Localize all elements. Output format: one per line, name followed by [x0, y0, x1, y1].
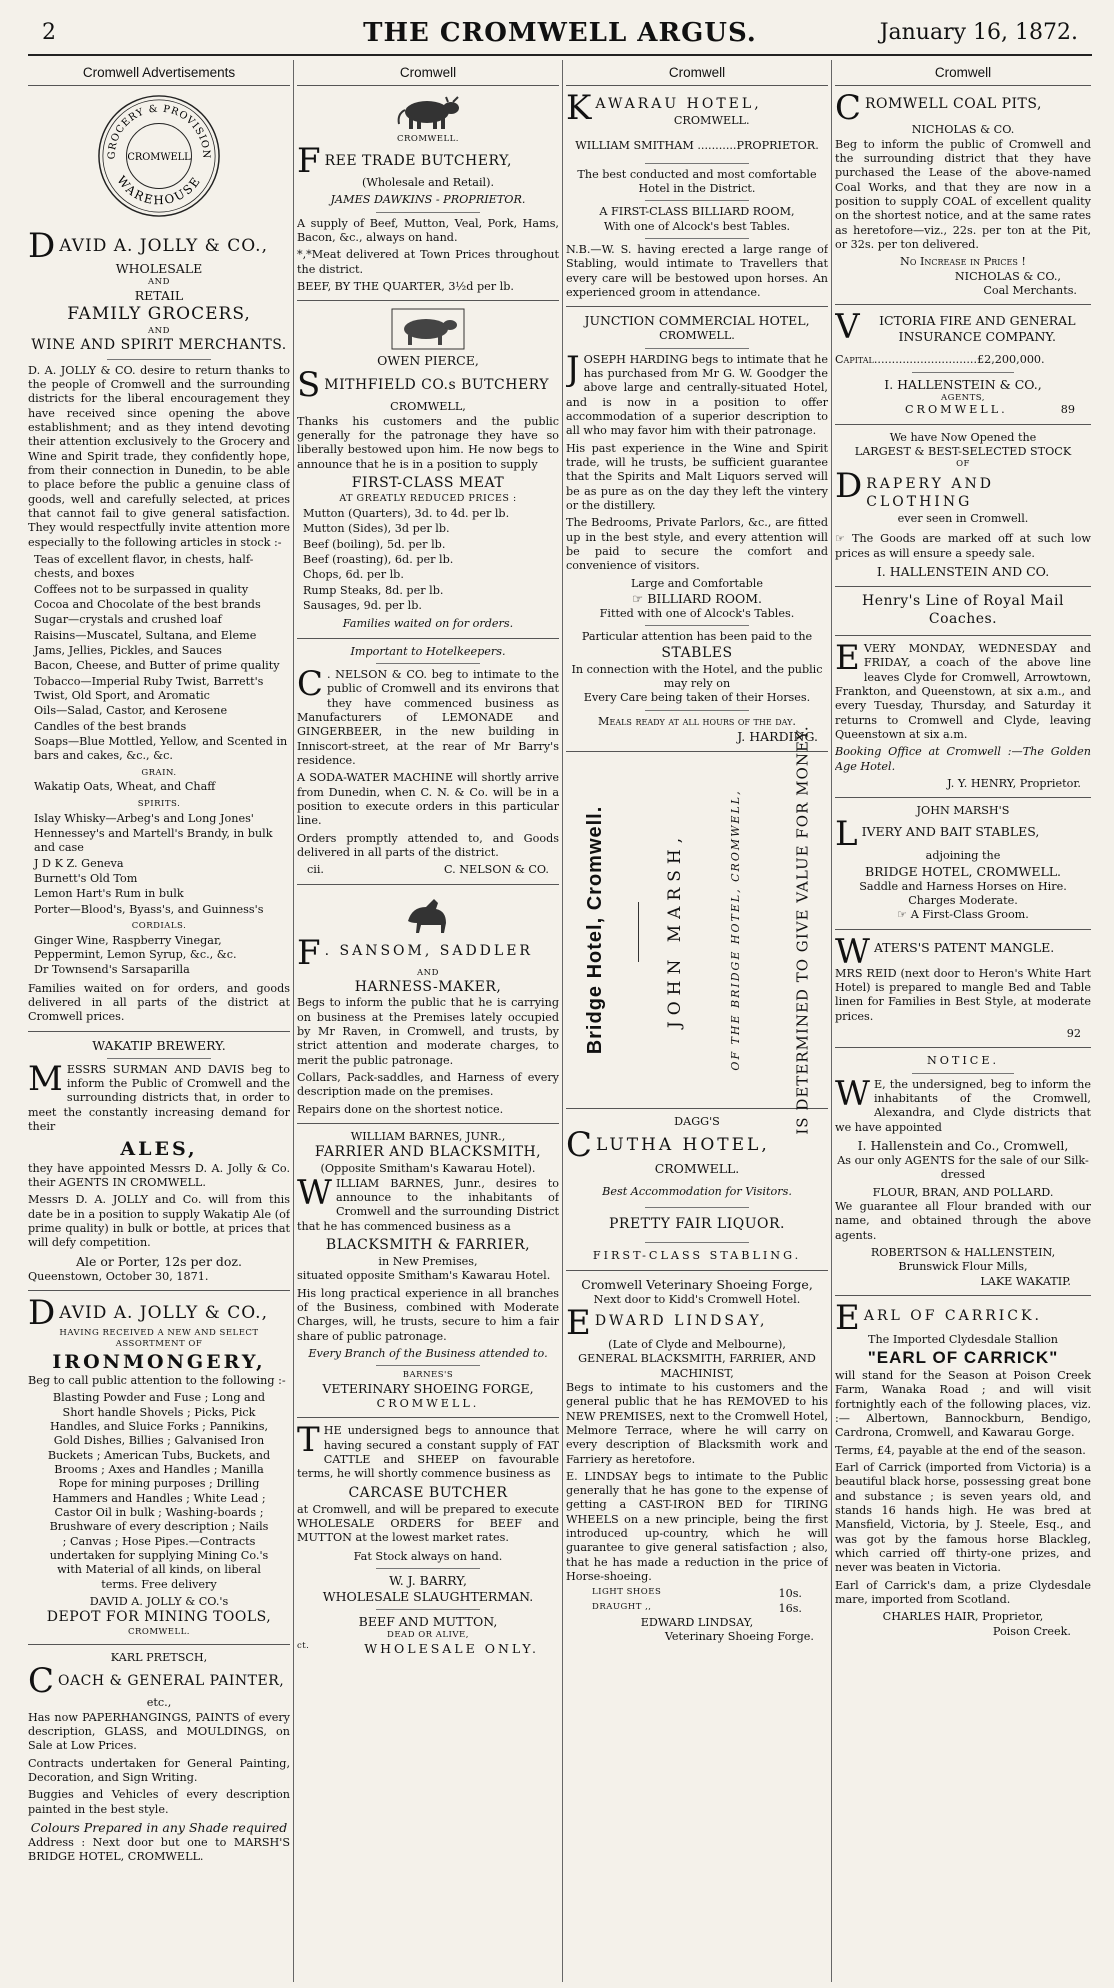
- grocery-warehouse-seal: [95, 92, 223, 220]
- ad-body: The Goods are marked off at such low prices as will ensure a speedy sale.: [835, 532, 1091, 560]
- signature: EDWARD LINDSAY,: [640, 1616, 754, 1630]
- ad-body: Beg to call public attention to the following :-: [28, 1374, 286, 1388]
- ad-title: AWARAU HOTEL,: [595, 96, 762, 113]
- list-item: Hennessey's and Martell's Brandy, in bulk and case: [34, 826, 273, 855]
- ad-body: Begs to inform the public that he is carrying on business at the Premises lately occupied by Mr Raven, in Cromwell, and trusts, by strict attention and moderate charges, to merit the public patronage.: [297, 996, 559, 1067]
- list-item: Porter—Blood's, Byass's, and Guinness's: [34, 902, 264, 916]
- ad-body: Messrs D. A. JOLLY and Co. will from this date be in a position to supply Wakatip Ale (of prime quality) in bulk or bottle, at prices that will defy competition.: [28, 1193, 290, 1250]
- ad-subtitle: BEEF AND MUTTON,: [358, 1613, 498, 1629]
- ad-subtitle: ever seen in Cromwell.: [897, 512, 1029, 526]
- ad-body: Address : Next door but one to MARSH'S BRIDGE HOTEL, CROMWELL.: [28, 1836, 290, 1864]
- masthead: [28, 14, 1092, 56]
- ad-subtitle: AGENTS,: [941, 392, 985, 403]
- drop-cap: C: [835, 88, 862, 129]
- column-heading: Cromwell Advertisements: [28, 60, 290, 86]
- ad-body: A SODA-WATER MACHINE will shortly arrive from Dunedin, when C. N. & Co. will be in a position to execute orders in this particular line.: [297, 771, 559, 828]
- ad-subtitle: Charges Moderate.: [908, 894, 1018, 908]
- ad-subtitle: Next door to Kidd's Cromwell Hotel.: [593, 1292, 801, 1306]
- ad-subtitle: LAKE WAKATIP.: [980, 1274, 1071, 1288]
- ad-subtitle: FIRST-CLASS STABLING.: [592, 1249, 802, 1263]
- list-item: J D K Z. Geneva: [34, 856, 124, 870]
- ad-subtitle: Best Accommodation for Visitors.: [602, 1184, 792, 1198]
- drop-cap: D: [28, 226, 56, 267]
- ad-body: they have appointed Messrs D. A. Jolly & Co. their AGENTS IN CROMWELL.: [28, 1161, 290, 1190]
- ad-subtitle: STABLES: [661, 644, 733, 661]
- ad-subtitle: DEAD OR ALIVE,: [387, 1629, 469, 1640]
- ad-subtitle: Poison Creek.: [992, 1624, 1071, 1638]
- ad-body: at Cromwell, and will be prepared to execute WHOLESALE ORDERS for BEEF and MUTTON at the lowest market rates.: [297, 1502, 559, 1545]
- list-item: Chops, 6d. per lb.: [303, 568, 404, 582]
- ad-subtitle: Families waited on for orders.: [342, 617, 514, 631]
- ad-body: will stand for the Season at Poison Creek Farm, Wanaka Road ; and will visit fortnightly each of the following places, viz. :— Albertown, Bannockburn, Bendigo, Cardrona, Cromwell, and Kawarau Gorge.: [835, 1369, 1091, 1440]
- ad-subtitle: CROMWELL.: [905, 403, 1008, 417]
- ad-body: VERY MONDAY, WEDNESDAY and FRIDAY, a coach of the above line leaves Clyde for Cromwell, Arrowtown, Frankton, and Queenstown, at six a.m., and every Tuesday, Thursday, and Saturday it returns to Cromwell and Clyde, leaving Queenstown at six a.m.: [835, 641, 1091, 741]
- spirits-list: [28, 812, 290, 917]
- ad-subtitle: Saddle and Harness Horses on Hire.: [859, 879, 1067, 893]
- drop-cap: F: [297, 932, 321, 973]
- ad-subtitle: PRETTY FAIR LIQUOR.: [608, 1216, 785, 1233]
- ad-body: Families waited on for orders, and goods delivered in all parts of the district at Cromwell prices.: [28, 981, 290, 1024]
- ad-title: AVID A. JOLLY & CO.,: [59, 236, 268, 257]
- wakatip-brewery-ad: [28, 1038, 290, 1284]
- groom-label: A First-Class Groom.: [910, 908, 1029, 922]
- ad-subtitle: [835, 908, 1091, 922]
- marsh-livery-ad: [835, 804, 1091, 923]
- ad-subtitle: (Late of Clyde and Melbourne),: [608, 1337, 786, 1351]
- ad-title: WAKATIP BREWERY.: [92, 1037, 226, 1053]
- ad-body: E. LINDSAY begs to intimate to the Public generally that he has gone to the expense of getting a CAST-IRON BED for TIRING WHEELS on a new principle, being the first introduced up-country, which he will guarantee to give general satisfaction ; also, that he has made a reduction in the price of Horse-shoeing.: [566, 1469, 828, 1584]
- smithfield-butchery-ad: [297, 307, 559, 631]
- ad-subtitle: WINE AND SPIRIT MERCHANTS.: [31, 336, 287, 353]
- ad-subtitle: Coal Merchants.: [983, 283, 1077, 297]
- ad-subtitle: AND: [148, 325, 170, 336]
- ad-subtitle: DAGG'S: [674, 1114, 720, 1128]
- reference-code: 89: [1060, 403, 1075, 417]
- ad-body: The Bedrooms, Private Parlors, &c., are fitted up in the best style, and every attention will be paid to secure the comfort and convenience of visitors.: [566, 516, 828, 573]
- ad-subtitle: [566, 591, 828, 607]
- lindsay-forge-ad: [566, 1277, 828, 1645]
- ad-subtitle: AND: [417, 967, 439, 978]
- ad-body: HE undersigned begs to announce that having secured a constant supply of FAT CATTLE and SHEEP on favourable terms, he will shortly commence business as: [297, 1424, 559, 1481]
- ad-body: Repairs done on the shortest notice.: [297, 1102, 504, 1116]
- list-item: Tobacco—Imperial Ruby Twist, Barrett's Twist, Old Sport, and Aromatic: [34, 674, 264, 702]
- drop-cap: M: [28, 1058, 63, 1099]
- ad-title: Cromwell Veterinary Shoeing Forge,: [581, 1276, 813, 1292]
- signature: C. NELSON & CO.: [444, 863, 549, 877]
- list-item: Soaps—Blue Mottled, Yellow, and Scented in bars and cakes, &c., &c.: [34, 734, 288, 763]
- drop-cap: W: [297, 1172, 332, 1213]
- drop-cap: V: [835, 307, 860, 348]
- proprietor-line: WILLIAM SMITHAM ...........PROPRIETOR.: [575, 138, 819, 152]
- ad-subtitle: Every Branch of the Business attended to.: [308, 1346, 548, 1360]
- list-item: Beef (roasting), 6d. per lb.: [303, 553, 454, 567]
- ad-subtitle: VETERINARY SHOEING FORGE,: [322, 1381, 534, 1397]
- drop-cap: E: [835, 637, 860, 678]
- signature: CHARLES HAIR, Proprietor,: [882, 1610, 1044, 1624]
- ad-body: ESSRS SURMAN AND DAVIS beg to inform the Public of Cromwell and the surrounding districts that, in order to meet the constantly increasing demand for their: [28, 1062, 290, 1134]
- list-item: Jams, Jellies, Pickles, and Sauces: [34, 643, 222, 657]
- column-rule: [293, 60, 294, 1982]
- ad-subtitle: FAMILY GROCERS,: [67, 304, 251, 325]
- capital-line: Capital.............................£2,200,000.: [835, 353, 1045, 367]
- column-1: [28, 60, 290, 1982]
- list-item: Candles of the best brands: [34, 719, 187, 733]
- page-number: 2: [42, 20, 56, 45]
- dateline: Queenstown, October 30, 1871.: [28, 1269, 209, 1283]
- ad-body: Has now PAPERHANGINGS, PAINTS of every description, GLASS, and MOULDINGS, on Sale at Low Prices.: [28, 1710, 290, 1753]
- ad-body: We guarantee all Flour branded with our name, and obtained through the above agents.: [835, 1200, 1091, 1242]
- list-item: Raisins—Muscatel, Sultana, and Eleme: [34, 628, 257, 642]
- ad-title: JUNCTION COMMERCIAL HOTEL,: [584, 313, 810, 329]
- ad-subtitle: NICHOLAS & CO.: [911, 123, 1015, 137]
- ad-subtitle: JOHN MARSH'S: [916, 804, 1010, 818]
- price-line: Ale or Porter, 12s per doz.: [76, 1253, 242, 1269]
- ad-subtitle: OWEN PIERCE,: [377, 353, 479, 369]
- hand-icon: ☞: [897, 908, 911, 922]
- price-label: LIGHT SHOES: [592, 1587, 662, 1598]
- stallion-name: "EARL OF CARRICK": [867, 1348, 1059, 1368]
- pretsch-painter-ad: [28, 1651, 290, 1865]
- ad-title: AVID A. JOLLY & CO.,: [59, 1303, 268, 1323]
- ad-subtitle: Fat Stock always on hand.: [353, 1549, 503, 1563]
- newspaper-title: THE CROMWELL ARGUS.: [363, 18, 757, 48]
- ad-subtitle: CROMWELL.: [654, 1160, 740, 1176]
- kawarau-hotel-ad: [566, 88, 828, 300]
- list-item: Rump Steaks, 8d. per lb.: [303, 583, 444, 597]
- ad-body: *,*Meat delivered at Town Prices throughout the district.: [297, 248, 559, 276]
- ad-title: ATERS'S PATENT MANGLE.: [873, 939, 1055, 955]
- list-item: Dr Townsend's Sarsaparilla: [34, 963, 190, 977]
- ad-subtitle: RETAIL: [134, 288, 184, 304]
- ad-body: His past experience in the Wine and Spirit trade, will he trusts, be sufficient guarantee that the Spirits and Malt Liquors served will be as pure as on the day they left the vintery or the distillery.: [566, 441, 828, 513]
- ad-subtitle: GENERAL BLACKSMITH, FARRIER, AND MACHINIST,: [578, 1352, 816, 1380]
- flour-notice-ad: [835, 1054, 1091, 1289]
- list-item: Teas of excellent flavor, in chests, half-chests, and boxes: [34, 552, 254, 581]
- price-row: [566, 1602, 828, 1616]
- patent-mangle-ad: [835, 931, 1091, 1042]
- ad-body: Beg to inform the public of Cromwell and the surrounding district that they have purchased the Lease of the above-named Coal Works, and that they are now in a position to supply COAL of excellent quality on the shortest notice, and at the same rates as heretofore—viz., 22s. per ton at the Pit, or 32s. per ton delivered.: [835, 137, 1091, 251]
- drop-cap: S: [297, 365, 321, 406]
- ad-subtitle: A FIRST-CLASS BILLIARD ROOM,: [599, 205, 795, 219]
- ad-body: Buggies and Vehicles of every description painted in the best style.: [28, 1788, 290, 1816]
- drop-cap: C: [297, 664, 324, 705]
- ad-subtitle: Large and Comfortable: [630, 576, 764, 590]
- ad-subtitle: I. HALLENSTEIN & CO.,: [884, 376, 1042, 392]
- drop-cap: E: [835, 1298, 860, 1339]
- seal-top-text: GROCERY & PROVISION: [106, 103, 212, 160]
- signature: ROBERTSON & HALLENSTEIN,: [870, 1246, 1056, 1260]
- ad-subtitle: We have Now Opened the: [889, 430, 1037, 444]
- ad-subtitle: Fitted with one of Alcock's Tables.: [599, 607, 795, 621]
- signature: I. HALLENSTEIN AND CO.: [876, 564, 1050, 580]
- drop-cap: W: [835, 931, 870, 972]
- seal-center-text: CROMWELL: [127, 152, 191, 164]
- signature: J. Y. HENRY, Proprietor.: [947, 776, 1081, 790]
- ad-subtitle: CROMWELL,: [390, 400, 466, 414]
- ad-title: ARL OF CARRICK.: [863, 1308, 1042, 1325]
- nelson-lemonade-ad: [297, 645, 559, 878]
- victoria-insurance-ad: [835, 307, 1091, 418]
- drop-cap: C: [566, 1125, 593, 1166]
- list-item: Ginger Wine, Raspberry Vinegar, Peppermint, Lemon Syrup, &c., &c.: [34, 933, 237, 962]
- drop-cap: D: [28, 1293, 56, 1333]
- ad-title: NOTICE.: [926, 1054, 1000, 1068]
- list-item: Beef (boiling), 5d. per lb.: [303, 537, 446, 551]
- ad-body: ILLIAM BARNES, Junr., desires to announce to the inhabitants of Cromwell and the surrounding District that he has commenced business as a: [297, 1176, 559, 1233]
- ad-body: D. A. JOLLY & CO. desire to return thanks to the people of Cromwell and the surrounding districts for the liberal encouragement they have received since opening the above establishment; and as they intend devoting their attention exclusively to the Grocery and Wine and Spirit trade, they confidently hope, from their connection in Dunedin, to be able to place before the public a genuine class of goods, well and carefully selected, at prices that cannot fail to give general satisfaction. They would respectfully invite attention more especially to the following articles in stock :-: [28, 363, 290, 549]
- drop-cap: K: [566, 88, 592, 129]
- panel-text: IS DETERMINED TO GIVE VALUE FOR MONEY.: [793, 725, 812, 1135]
- drop-cap: E: [566, 1302, 591, 1343]
- ad-subtitle: Veterinary Shoeing Forge.: [664, 1630, 814, 1644]
- ad-title: . SANSOM, SADDLER: [324, 942, 533, 959]
- column-rule: [562, 60, 563, 1982]
- ad-subtitle: In connection with the Hotel, and the public may rely on: [571, 662, 823, 690]
- seal-bottom-text: WAREHOUSE: [114, 173, 204, 208]
- ad-title: DWARD LINDSAY,: [594, 1312, 768, 1329]
- hand-icon: ☞: [632, 591, 648, 607]
- list-heading: GRAIN.: [141, 767, 177, 778]
- ad-subtitle: WHOLESALE: [115, 261, 203, 277]
- ad-subtitle: I. Hallenstein and Co., Cromwell,: [857, 1138, 1069, 1154]
- panel-text: Bridge Hotel, Cromwell.: [584, 805, 607, 1055]
- ad-subtitle: Meals ready at all hours of the day.: [598, 714, 796, 728]
- list-item: Oils—Salad, Castor, and Kerosene: [34, 704, 228, 718]
- ad-title: MITHFIELD CO.s BUTCHERY: [324, 377, 550, 394]
- ad-subtitle: Colours Prepared in any Shade required: [30, 1820, 288, 1836]
- ad-subtitle: WHOLESALE SLAUGHTERMAN.: [322, 1588, 534, 1604]
- jolly-grocers-ad: [28, 92, 290, 1024]
- ales-heading: ALES,: [120, 1138, 198, 1161]
- ad-subtitle: CROMWELL.: [659, 329, 735, 343]
- ad-title: ROMWELL COAL PITS,: [865, 96, 1042, 113]
- list-item: Cocoa and Chocolate of the best brands: [34, 597, 261, 611]
- ad-subtitle: CROMWELL.: [396, 134, 459, 145]
- cordials-list: [28, 934, 290, 978]
- barry-butcher-ad: [297, 1420, 559, 1656]
- ad-subtitle: FLOUR, BRAN, AND POLLARD.: [872, 1185, 1054, 1199]
- list-item: Bacon, Cheese, and Butter of prime quality: [34, 659, 280, 673]
- sansom-saddler-ad: [297, 891, 559, 1117]
- ad-body: Blasting Powder and Fuse ; Long and Short handle Shovels ; Picks, Pick Handles, and Sluice Forks ; Pannikins, Gold Dishes, Billies ; Galvanised Iron Buckets ; American Tubs, Buckets, and Brooms ; Axes and Handles ; Manilla Rope for mining purposes ; Drilling Hammers and Handles ; White Lead ; Castor Oil in bulk ; Washing-boards ; Brushware of every description ; Nails ; Canvas ; Hose Pipes.—Contracts undertaken for supplying Mining Co.'s with Material of all kinds, on liberal terms. Free delivery: [47, 1391, 271, 1591]
- ad-subtitle: DEPOT FOR MINING TOOLS,: [46, 1609, 272, 1626]
- ad-subtitle: (Opposite Smitham's Kawarau Hotel).: [320, 1162, 536, 1176]
- ad-body: The best conducted and most comfortable Hotel in the District.: [577, 167, 817, 196]
- panel-text: JOHN MARSH,: [665, 831, 686, 1029]
- ad-subtitle: in New Premises,: [378, 1254, 478, 1268]
- ironmongery-ad: [28, 1293, 290, 1638]
- column-2: [297, 60, 559, 1982]
- ad-body: Terms, £4, payable at the end of the season.: [835, 1443, 1086, 1457]
- ad-title: REE TRADE BUTCHERY,: [324, 153, 512, 170]
- list-item: Sugar—crystals and crushed loaf: [34, 613, 222, 627]
- clutha-hotel-ad: [566, 1115, 828, 1264]
- ad-subtitle: adjoining the: [925, 849, 1001, 863]
- ad-subtitle: The Imported Clydesdale Stallion: [867, 1333, 1059, 1347]
- ad-subtitle: CROMWELL.: [127, 1627, 190, 1638]
- royal-mail-coaches-ad: [835, 593, 1091, 791]
- ad-subtitle: FIRST-CLASS MEAT: [351, 475, 505, 492]
- drop-cap: D: [835, 466, 863, 507]
- ad-subtitle: HARNESS-MAKER,: [354, 978, 502, 995]
- drop-cap: F: [297, 141, 321, 182]
- ad-body: His long practical experience in all branches of the Business, combined with Moderate Charges, will, he trusts, secure to him a fair share of public patronage.: [297, 1286, 559, 1343]
- list-item: Sausages, 9d. per lb.: [303, 599, 422, 613]
- ad-subtitle: WHOLESALE ONLY.: [364, 1640, 539, 1656]
- ad-body: situated opposite Smitham's Kawarau Hotel.: [297, 1269, 551, 1283]
- ad-body: Begs to intimate to his customers and the general public that he has REMOVED to his NEW PREMISES, next to the Cromwell Hotel, Melmore Terrace, where he will carry on every description of Blacksmith work and Farriery as heretofore.: [566, 1380, 828, 1466]
- barnes-farrier-ad: [297, 1130, 559, 1411]
- list-item: Burnett's Old Tom: [34, 871, 138, 885]
- ironmongery-heading: IRONMONGERY,: [52, 1350, 266, 1373]
- ad-body: Booking Office at Cromwell :—The Golden Age Hotel.: [835, 745, 1091, 773]
- ad-body: N.B.—W. S. having erected a large range of Stabling, would intimate to Travellers that every care will be bestowed upon horses. An experienced groom in attendance.: [566, 243, 828, 300]
- ad-title: ICTORIA FIRE AND GENERAL INSURANCE COMPANY.: [879, 313, 1076, 345]
- column-3: [566, 60, 828, 1982]
- ad-subtitle: BARNES'S: [402, 1370, 454, 1381]
- coal-pits-ad: [835, 88, 1091, 298]
- price-list: [297, 507, 559, 613]
- issue-date: January 16, 1872.: [879, 20, 1078, 45]
- ad-body: . NELSON & CO. beg to intimate to the public of Cromwell and its environs that they have commenced business as Manufacturers of LEMONADE and GINGERBEER, in the new building in Inniscort-street, at the rear of Mr Barry's residence.: [297, 668, 559, 768]
- ad-body: As our only AGENTS for the sale of our Silk-dressed: [837, 1154, 1089, 1182]
- drop-cap: W: [835, 1073, 870, 1114]
- ad-title: FARRIER AND BLACKSMITH,: [314, 1144, 542, 1161]
- signature: J. HARDING.: [737, 728, 818, 744]
- column-4: [835, 60, 1091, 1982]
- ad-body: OSEPH HARDING begs to intimate that he has purchased from Mr G. W. Goodger the above large and centrally-situated Hotel, and is now in a position to offer accommodation of a superior description to all who may favor him with their patronage.: [566, 352, 828, 438]
- signature: W. J. BARRY,: [389, 1572, 467, 1588]
- ad-subtitle: Particular attention has been paid to the: [581, 630, 813, 644]
- junction-hotel-ad: [566, 313, 828, 744]
- ad-subtitle: AND: [148, 277, 170, 288]
- bull-icon: [393, 92, 463, 132]
- ad-subtitle: With one of Alcock's best Tables.: [603, 219, 791, 233]
- ad-subtitle: KARL PRETSCH,: [110, 1651, 208, 1665]
- ad-title: RAPERY AND CLOTHING: [866, 476, 994, 511]
- ad-body: Contracts undertaken for General Painting, Decoration, and Sign Writing.: [28, 1756, 290, 1785]
- ad-subtitle: Brunswick Flour Mills,: [898, 1260, 1028, 1274]
- list-item: Mutton (Sides), 3d per lb.: [303, 522, 450, 536]
- ad-title: LUTHA HOTEL,: [596, 1135, 770, 1156]
- list-item: Mutton (Quarters), 3d. to 4d. per lb.: [303, 507, 510, 521]
- ad-body: Thanks his customers and the public generally for the patronage they have so liberally bestowed upon him. He now begs to announce that he is in a position to supply: [297, 414, 559, 471]
- ad-subtitle: CARCASE BUTCHER: [348, 1484, 508, 1501]
- list-item: Lemon Hart's Rum in bulk: [34, 887, 184, 901]
- ad-body: E, the undersigned, beg to inform the inhabitants of the Cromwell, Alexandra, and Clyde districts that we have appointed: [835, 1077, 1091, 1134]
- proprietor-line: JAMES DAWKINS - PROPRIETOR.: [330, 193, 526, 207]
- ad-body: BEEF, BY THE QUARTER, 3½d per lb.: [297, 280, 514, 294]
- price-value: 10s.: [778, 1587, 802, 1601]
- drop-cap: C: [28, 1661, 55, 1702]
- panel-text: OF THE BRIDGE HOTEL, CROMWELL,: [728, 789, 742, 1071]
- reference-code: 92: [1066, 1027, 1081, 1041]
- reference-code: ct.: [297, 1640, 310, 1651]
- list-item: Islay Whisky—Arbeg's and Long Jones': [34, 811, 254, 825]
- ad-subtitle: BRIDGE HOTEL, CROMWELL.: [864, 863, 1062, 879]
- ad-subtitle: CROMWELL.: [376, 1397, 480, 1411]
- ad-subtitle: HAVING RECEIVED A NEW AND SELECT ASSORTMENT OF: [59, 1328, 259, 1349]
- ad-subtitle: No Increase in Prices !: [900, 255, 1026, 269]
- stock-list: [28, 553, 290, 764]
- ad-body: Orders promptly attended to, and Goods delivered in all parts of the district.: [297, 831, 559, 860]
- ad-title: OACH & GENERAL PAINTER,: [58, 1673, 285, 1690]
- free-trade-butchery-ad: [297, 92, 559, 294]
- ad-body: A supply of Beef, Mutton, Veal, Pork, Hams, Bacon, &c., always on hand.: [297, 216, 559, 245]
- earl-of-carrick-ad: [835, 1298, 1091, 1639]
- price-value: 16s.: [778, 1601, 802, 1615]
- ad-subtitle: BLACKSMITH & FARRIER,: [325, 1236, 531, 1253]
- column-heading: Cromwell: [566, 60, 828, 86]
- drop-cap: T: [297, 1420, 320, 1461]
- ad-body: Earl of Carrick (imported from Victoria) is a beautiful black horse, possessing great bone and substance ; is seven years old, and stands 16 hands high. He was bred at Mansfield, Victoria, by J. Steele, Esq., and was got by the famous horse Blackleg, which carried off thirty-one prizes, and never was beaten in Victoria.: [835, 1461, 1091, 1575]
- ox-icon: [388, 307, 468, 351]
- ad-title: IVERY AND BAIT STABLES,: [861, 824, 1040, 840]
- ad-subtitle: Every Care being taken of their Horses.: [583, 691, 811, 705]
- signature: DAVID A. JOLLY & CO.'s: [89, 1594, 229, 1608]
- drop-cap: L: [835, 814, 858, 855]
- column-rule: [831, 60, 832, 1982]
- price-label: DRAUGHT ,,: [592, 1601, 652, 1612]
- reference-code: cii.: [307, 863, 324, 877]
- ad-subtitle: etc.,: [146, 1696, 172, 1710]
- ad-body: Collars, Pack-saddles, and Harness of every description made on the premises.: [297, 1071, 559, 1099]
- billiard-label: BILLIARD ROOM.: [647, 591, 762, 607]
- column-heading: Cromwell: [297, 60, 559, 86]
- list-item: Coffees not to be surpassed in quality: [34, 582, 249, 596]
- ad-subtitle: WILLIAM BARNES, JUNR.,: [350, 1130, 506, 1144]
- drop-cap: J: [566, 348, 580, 389]
- ad-body: Earl of Carrick's dam, a prize Clydesdale mare, imported from Scotland.: [835, 1578, 1091, 1607]
- ad-subtitle: CROMWELL.: [673, 114, 750, 128]
- ad-subtitle: LARGEST & BEST-SELECTED STOCK: [854, 445, 1072, 459]
- hand-icon: ☞: [835, 532, 852, 546]
- ad-subtitle: OF: [956, 459, 970, 470]
- price-row: [566, 1587, 828, 1601]
- list-heading: CORDIALS.: [131, 920, 187, 931]
- drapery-ad: [835, 431, 1091, 580]
- column-heading: Cromwell: [835, 60, 1091, 86]
- ad-title: Henry's Line of Royal Mail Coaches.: [862, 593, 1064, 627]
- list-item: Wakatip Oats, Wheat, and Chaff: [34, 780, 216, 794]
- list-heading: SPIRITS.: [137, 798, 181, 809]
- signature: NICHOLAS & CO.,: [954, 269, 1061, 283]
- ad-subtitle: (Wholesale and Retail).: [361, 176, 495, 190]
- ad-subtitle: AT GREATLY REDUCED PRICES :: [339, 492, 517, 504]
- horse-icon: [400, 891, 456, 935]
- ad-body: MRS REID (next door to Heron's White Hart Hotel) is prepared to mangle Bed and Table linen for Families in Best Style, at moderate prices.: [835, 966, 1091, 1023]
- ad-title: Important to Hotelkeepers.: [350, 644, 506, 658]
